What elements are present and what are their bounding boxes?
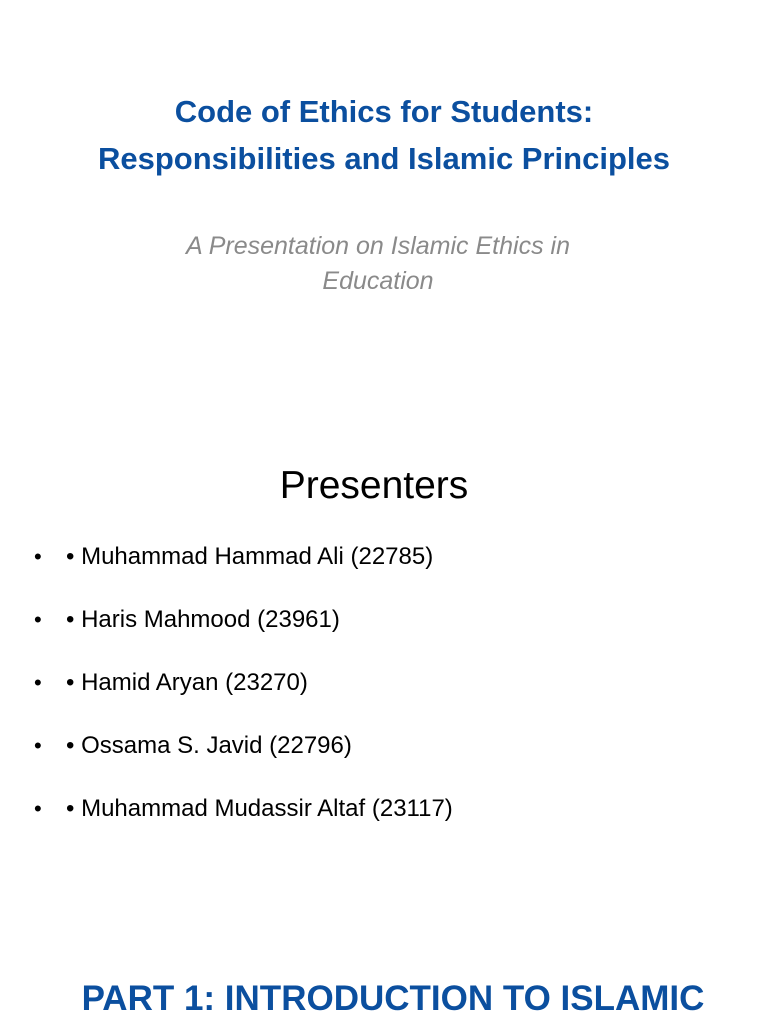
list-item	[0, 535, 720, 598]
slide-title	[0, 88, 768, 182]
slide-title-line-1: Code of Ethics for Students:	[174, 94, 594, 129]
presenter-name: • Muhammad Hammad Ali (22785)	[66, 543, 434, 570]
bullet-icon: •	[34, 544, 42, 569]
presenter-name: • Muhammad Mudassir Altaf (23117)	[66, 795, 453, 822]
slide-subtitle-line-1: A Presentation on Islamic Ethics in	[186, 232, 570, 260]
bullet-icon: •	[34, 733, 42, 758]
list-item	[0, 598, 720, 661]
presenters-heading: Presenters	[279, 464, 469, 507]
presenter-list	[0, 535, 720, 850]
presenter-name: • Ossama S. Javid (22796)	[66, 732, 352, 759]
slide-subtitle-line-2: Education	[322, 267, 434, 295]
presenter-name: • Haris Mahmood (23961)	[66, 606, 340, 633]
part-heading: PART 1: INTRODUCTION TO ISLAMIC	[81, 979, 705, 1018]
list-item	[0, 661, 720, 724]
slide-subtitle	[150, 229, 606, 299]
bullet-icon: •	[34, 670, 42, 695]
list-item	[0, 787, 720, 850]
list-item	[0, 724, 720, 787]
slide-title-line-2: Responsibilities and Islamic Principles	[98, 141, 670, 176]
presenter-name: • Hamid Aryan (23270)	[66, 669, 308, 696]
title-slide	[0, 0, 768, 430]
bullet-icon: •	[34, 796, 42, 821]
bullet-icon: •	[34, 607, 42, 632]
